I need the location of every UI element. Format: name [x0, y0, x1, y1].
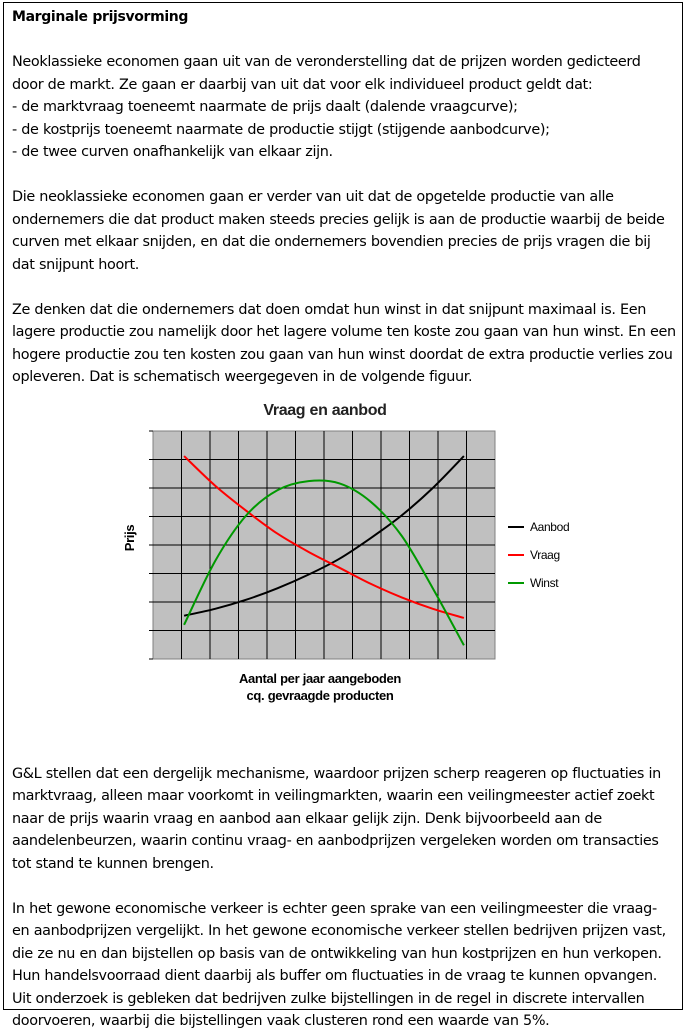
y-axis-label: Prijs — [122, 524, 137, 551]
supply-demand-chart — [12, 403, 676, 723]
chart-grid — [149, 431, 495, 659]
x-axis-label-line2: cq. gevraagde producten — [246, 687, 394, 703]
paragraph-intro: Neoklassieke economen gaan uit van de veronderstelling dat de prijzen worden gedicteerd door de markt. Ze gaan er daarbij van uit dat voor elk individueel product geldt dat: — [12, 54, 641, 93]
list-item: - de twee curven onafhankelijk van elkaar zijn. — [12, 144, 333, 160]
legend-label-vraag: Vraag — [530, 547, 560, 562]
chart-container — [12, 403, 676, 753]
x-axis-label-line1: Aantal per jaar aangeboden — [239, 670, 401, 686]
chart-legend — [508, 520, 569, 590]
legend-label-winst: Winst — [530, 575, 559, 590]
document-content — [12, 6, 676, 1033]
chart-title: Vraag en aanbod — [263, 402, 387, 419]
paragraph-gl: G&L stellen dat een dergelijk mechanisme, waardoor prijzen scherp reageren op fluctuaties in marktvraag, alleen maar voorkomt in veilingmarkten, waarin een veilingmeester actief zoekt naar de prijs waarin vraag en aanbod aan elkaar gelijk zijn. Denk bijvoorbeeld aan de aandelenbeurzen, waarin continu vraag- en aanbodprijzen vergeleken worden om transacties tot stand te kunnen brengen. — [12, 765, 661, 872]
list-item: - de marktvraag toeneemt naarmate de prijs daalt (dalende vraagcurve); — [12, 99, 518, 115]
document-frame — [3, 2, 683, 1029]
paragraph-assumption: Die neoklassieke economen gaan er verder van uit dat de opgetelde productie van alle ondernemers die dat product maken steeds precies gelijk is aan de productie waarbij de beide curven met elkaar snijden, en dat die ondernemers bovendien precies de prijs vragen die bij dat snijpunt hoort. — [12, 189, 665, 273]
paragraph-profit: Ze denken dat die ondernemers dat doen omdat hun winst in dat snijpunt maximaal is. Een lagere productie zou namelijk door het lagere volume ten koste zou gaan van hun winst. En een hogere productie zou ten kosten zou gaan van hun winst doordat de extra productie verlies zou opleveren. Dat is schematisch weergegeven in de volgende figuur. — [12, 301, 676, 385]
list-item: - de kostprijs toeneemt naarmate de productie stijgt (stijgende aanbodcurve); — [12, 121, 550, 138]
legend-label-aanbod: Aanbod — [530, 519, 570, 534]
paragraph-ordinary: In het gewone economische verkeer is echter geen sprake van een veilingmeester die vraag- en aanbodprijzen vergelijkt. In het gewone economische verkeer stellen bedrijven prijzen vast, die ze nu en dan bijstellen op basis van de ontwikkeling van hun kostprijzen en hun verkopen. Hun handelsvoorraad dient daarbij als buffer om fluctuaties in de vraag te kunnen opvangen. Uit onderzoek is gebleken dat bedrijven zulke bijstellingen in de regel in discrete intervallen doorvoeren, waarbij die bijstellingen vaak clusteren rond een waarde van 5%. — [12, 900, 666, 1029]
section-title: Marginale prijsvorming — [12, 9, 189, 25]
